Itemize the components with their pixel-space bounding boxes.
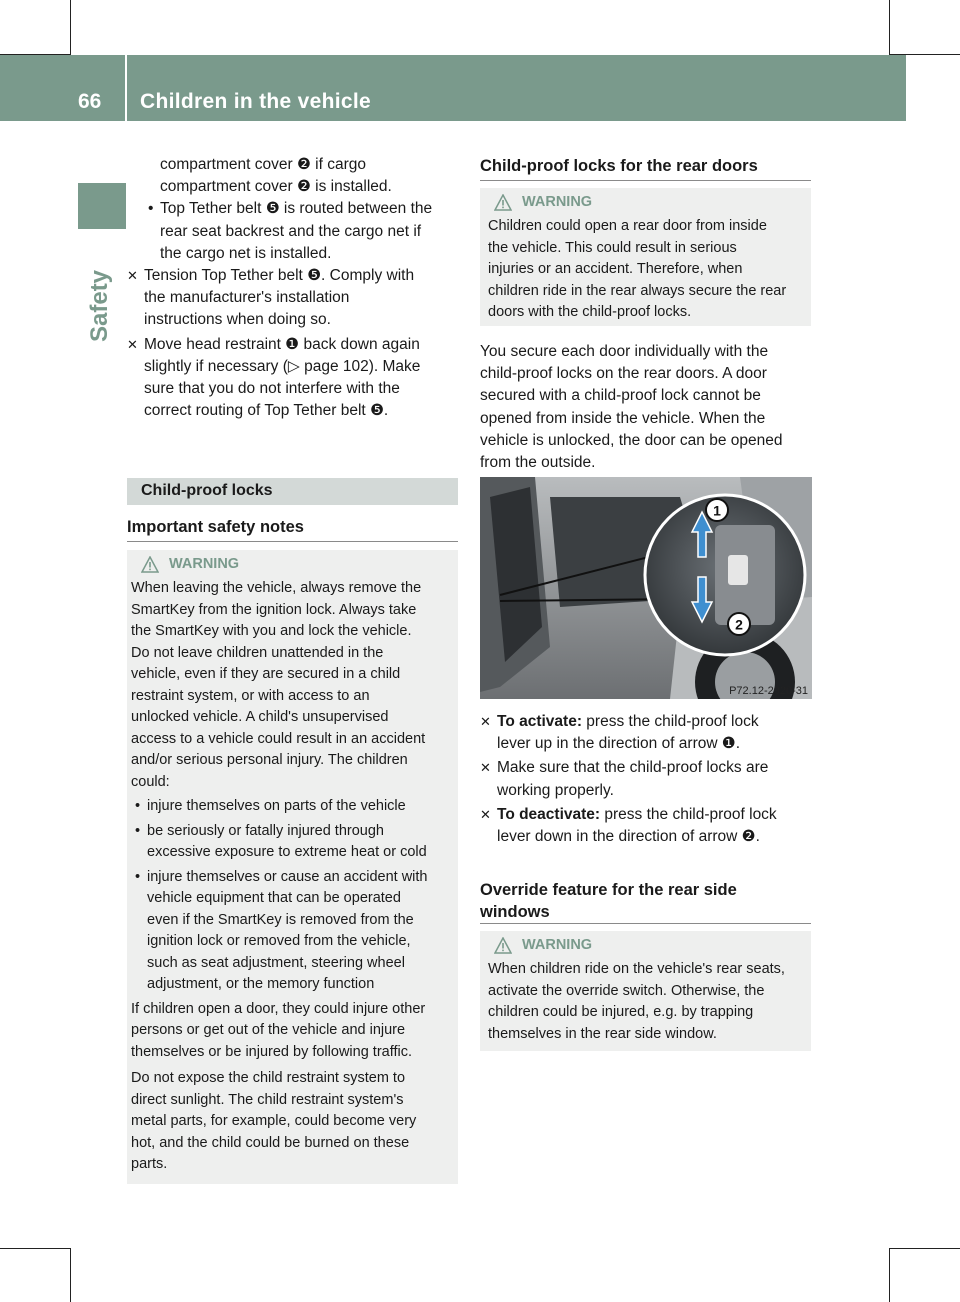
step-arrow-icon: ✕ (480, 714, 491, 729)
crop-mark (0, 1248, 71, 1249)
warning-box (127, 550, 458, 1184)
callout-2: 2 (735, 616, 743, 633)
subsection-heading: Important safety notes (127, 518, 304, 536)
warning-triangle-icon (141, 556, 159, 573)
callout-1: 1 (713, 502, 721, 519)
step-activate: ✕ To activate: press the child-proof lock lever up in the direction of arrow ❶. (480, 713, 759, 753)
warning-text: Do not expose the child restraint system to direct sunlight. The child restraint system's metal parts, for example, could become very hot, and the child could be burned on these parts. (131, 1070, 417, 1172)
crop-mark (889, 1248, 960, 1249)
crop-mark (70, 0, 71, 54)
crop-mark (70, 1248, 71, 1302)
step-arrow-icon: ✕ (127, 336, 138, 352)
photo-code: P72.12-2920-31 (729, 685, 808, 697)
list-item: • injure themselves or cause an accident with vehicle equipment that can be operated even if the SmartKey is removed from the ignition lock or removed from the vehicle, such as seat adjustment, steering wheel adjustment, or the memory function (135, 868, 428, 992)
heading-child-proof-locks-rear: Child-proof locks for the rear doors (480, 157, 758, 175)
crop-mark (889, 0, 890, 54)
side-section-label: Safety (86, 269, 113, 342)
continuation-text: compartment cover ❷ if cargo compartment cover ❷ is installed. (160, 156, 392, 196)
warning-text: When children ride on the vehicle's rear seats, activate the override switch. Otherwise, the children could be injured, e.g. by trapping themselves in the rear side window. (488, 961, 785, 1042)
warning-triangle-icon (494, 937, 512, 954)
section-heading: Child-proof locks (127, 478, 458, 505)
step-deactivate: ✕ To deactivate: press the child-proof lock lever down in the direction of arrow ❷. (480, 805, 777, 846)
warning-box (480, 931, 811, 1051)
heading-override-feature: Override feature for the rear side windows (480, 881, 737, 921)
step-arrow-icon: ✕ (127, 268, 138, 284)
header-divider (125, 55, 127, 121)
door-lock-photo (480, 477, 812, 699)
warning-label: WARNING (522, 937, 593, 953)
warning-label: WARNING (169, 556, 240, 572)
page-title: Children in the vehicle (140, 90, 371, 113)
list-item: • injure themselves on parts of the vehicle (135, 798, 406, 814)
heading-rule (480, 923, 811, 924)
heading-rule (480, 180, 811, 181)
steps-list (480, 711, 815, 850)
list-item: • Top Tether belt ❺ is routed between the rear seat backrest and the cargo net if the cargo net is installed. (148, 200, 433, 262)
warning-text: Children could open a rear door from inside the vehicle. This could result in serious injuries or an accident. Therefore, when children ride in the rear always secure the rear doors with the child-proof locks. (488, 218, 787, 320)
list-item: • be seriously or fatally injured through excessive exposure to extreme heat or cold (135, 822, 427, 860)
step-move-head-restraint: ✕ Move head restraint ❶ back down again slightly if necessary (▷ page 102). Make sure that you do not interfere with the correct routing of Top Tether belt ❺. (127, 335, 421, 420)
step-arrow-icon: ✕ (480, 760, 491, 776)
warning-triangle-icon (494, 194, 512, 211)
page-header (0, 55, 906, 121)
side-tab-marker (78, 183, 126, 229)
left-column-top (127, 154, 462, 424)
warning-text: When leaving the vehicle, always remove the SmartKey from the ignition lock. Always take the SmartKey with you and lock the vehicle. Do not leave children unattended in the vehicle, even if they are secured in a child restraint system, or with access to an unlocked vehicle. A child's unsupervised access to a vehicle could result in an accident and/or serious personal injury. The children could: (131, 580, 426, 790)
page-number: 66 (78, 90, 102, 113)
warning-label: WARNING (522, 194, 593, 210)
step-tension: ✕ Tension Top Tether belt ❺. Comply with the manufacturer's installation instructions when doing so. (127, 267, 415, 329)
warning-text: If children open a door, they could injure other persons or get out of the vehicle and injure themselves or be injured by following traffic. (131, 1000, 426, 1060)
step-arrow-icon: ✕ (480, 806, 491, 822)
car-door-illustration (480, 477, 812, 699)
warning-box (480, 188, 811, 326)
heading-rule (127, 541, 458, 542)
body-text: You secure each door individually with the child-proof locks on the rear doors. A door secured with a child-proof lock cannot be opened from inside the vehicle. When the vehicle is unlocked, the door can be opened from the outside. (480, 343, 783, 472)
step-check: ✕ Make sure that the child-proof locks are working properly. (480, 759, 769, 799)
crop-mark (889, 1248, 890, 1302)
